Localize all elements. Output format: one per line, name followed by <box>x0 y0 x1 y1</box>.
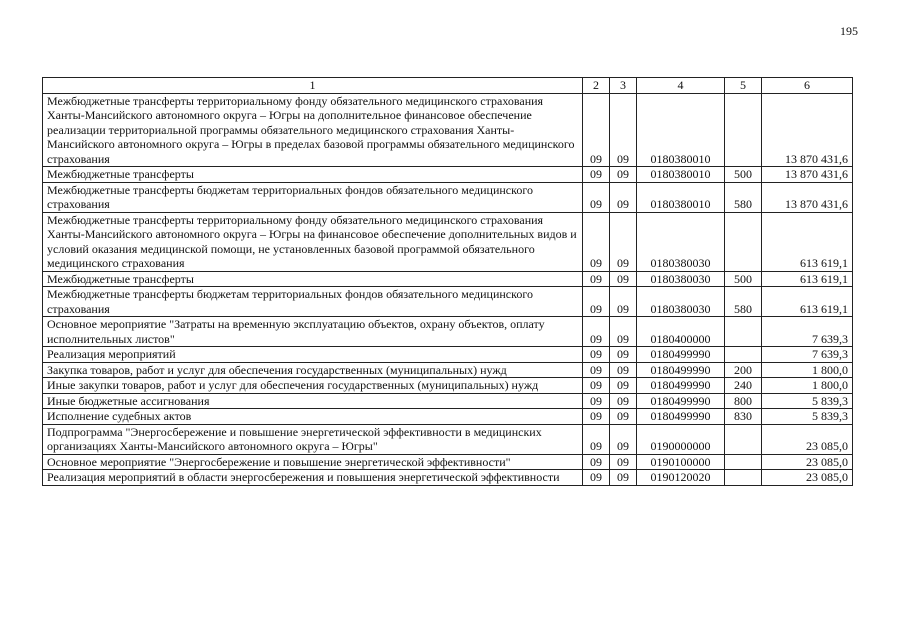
amount-cell: 613 619,1 <box>762 287 853 317</box>
row-name-cell: Исполнение судебных актов <box>43 409 583 425</box>
subsection-code-cell: 09 <box>610 93 637 167</box>
expense-type-cell <box>725 424 762 454</box>
row-name-cell: Межбюджетные трансферты <box>43 167 583 183</box>
amount-cell: 613 619,1 <box>762 271 853 287</box>
target-article-cell: 0180380030 <box>637 212 725 271</box>
table-row <box>43 212 853 271</box>
expense-type-cell <box>725 347 762 363</box>
row-name-cell: Основное мероприятие "Энергосбережение и повышение энергетической эффективности" <box>43 454 583 470</box>
table-header-row <box>43 78 853 94</box>
amount-cell: 1 800,0 <box>762 362 853 378</box>
subsection-code-cell: 09 <box>610 317 637 347</box>
row-name-cell: Иные бюджетные ассигнования <box>43 393 583 409</box>
target-article-cell: 0190000000 <box>637 424 725 454</box>
amount-cell: 5 839,3 <box>762 409 853 425</box>
section-code-cell: 09 <box>583 167 610 183</box>
expense-type-cell <box>725 454 762 470</box>
section-code-cell: 09 <box>583 287 610 317</box>
expense-type-cell <box>725 317 762 347</box>
expense-type-cell: 500 <box>725 167 762 183</box>
table-row <box>43 167 853 183</box>
section-code-cell: 09 <box>583 93 610 167</box>
table-row <box>43 182 853 212</box>
row-name-cell: Межбюджетные трансферты бюджетам территориальных фондов обязательного медицинского страхования <box>43 287 583 317</box>
target-article-cell: 0180380030 <box>637 271 725 287</box>
section-code-cell: 09 <box>583 424 610 454</box>
table-row <box>43 470 853 486</box>
section-code-cell: 09 <box>583 317 610 347</box>
subsection-code-cell: 09 <box>610 287 637 317</box>
expense-type-cell <box>725 93 762 167</box>
expense-type-cell: 240 <box>725 378 762 394</box>
subsection-code-cell: 09 <box>610 424 637 454</box>
column-header: 3 <box>610 78 637 94</box>
row-name-cell: Межбюджетные трансферты бюджетам территориальных фондов обязательного медицинского страхования <box>43 182 583 212</box>
section-code-cell: 09 <box>583 409 610 425</box>
expense-type-cell: 800 <box>725 393 762 409</box>
table-row <box>43 347 853 363</box>
section-code-cell: 09 <box>583 347 610 363</box>
target-article-cell: 0180499990 <box>637 409 725 425</box>
amount-cell: 613 619,1 <box>762 212 853 271</box>
table-row <box>43 93 853 167</box>
table-row <box>43 362 853 378</box>
table-row <box>43 454 853 470</box>
table-row <box>43 424 853 454</box>
target-article-cell: 0180380010 <box>637 167 725 183</box>
amount-cell: 13 870 431,6 <box>762 93 853 167</box>
amount-cell: 23 085,0 <box>762 424 853 454</box>
table-row <box>43 409 853 425</box>
target-article-cell: 0180380030 <box>637 287 725 317</box>
amount-cell: 1 800,0 <box>762 378 853 394</box>
section-code-cell: 09 <box>583 393 610 409</box>
section-code-cell: 09 <box>583 362 610 378</box>
section-code-cell: 09 <box>583 378 610 394</box>
section-code-cell: 09 <box>583 271 610 287</box>
column-header: 2 <box>583 78 610 94</box>
amount-cell: 13 870 431,6 <box>762 167 853 183</box>
row-name-cell: Межбюджетные трансферты территориальному фонду обязательного медицинского страхования Ханты-Мансийского автономного округа – Югры на финансовое обеспечение дополнительных видов и условий оказания медицинской помощи, не установленных базовой программой обязательного медицинского страхования <box>43 212 583 271</box>
subsection-code-cell: 09 <box>610 409 637 425</box>
row-name-cell: Межбюджетные трансферты <box>43 271 583 287</box>
amount-cell: 5 839,3 <box>762 393 853 409</box>
target-article-cell: 0190100000 <box>637 454 725 470</box>
subsection-code-cell: 09 <box>610 212 637 271</box>
expense-type-cell: 830 <box>725 409 762 425</box>
row-name-cell: Межбюджетные трансферты территориальному фонду обязательного медицинского страхования Ханты-Мансийского автономного округа – Югры на дополнительное финансовое обеспечение реализации территориальной программы обязательного медицинского страхования Ханты-Мансийского автономного округа – Югры в пределах базовой программы обязательного медицинского страхования <box>43 93 583 167</box>
section-code-cell: 09 <box>583 454 610 470</box>
table-row <box>43 317 853 347</box>
subsection-code-cell: 09 <box>610 393 637 409</box>
subsection-code-cell: 09 <box>610 378 637 394</box>
target-article-cell: 0180499990 <box>637 347 725 363</box>
expense-type-cell: 200 <box>725 362 762 378</box>
expense-type-cell: 500 <box>725 271 762 287</box>
table-row <box>43 271 853 287</box>
amount-cell: 7 639,3 <box>762 317 853 347</box>
row-name-cell: Иные закупки товаров, работ и услуг для обеспечения государственных (муниципальных) нужд <box>43 378 583 394</box>
column-header: 4 <box>637 78 725 94</box>
subsection-code-cell: 09 <box>610 271 637 287</box>
row-name-cell: Реализация мероприятий в области энергосбережения и повышения энергетической эффективности <box>43 470 583 486</box>
amount-cell: 7 639,3 <box>762 347 853 363</box>
row-name-cell: Основное мероприятие "Затраты на временную эксплуатацию объектов, охрану объектов, оплату исполнительных листов" <box>43 317 583 347</box>
expense-type-cell: 580 <box>725 287 762 317</box>
target-article-cell: 0180400000 <box>637 317 725 347</box>
target-article-cell: 0180499990 <box>637 362 725 378</box>
target-article-cell: 0180380010 <box>637 182 725 212</box>
section-code-cell: 09 <box>583 182 610 212</box>
column-header: 5 <box>725 78 762 94</box>
column-header: 1 <box>43 78 583 94</box>
target-article-cell: 0180380010 <box>637 93 725 167</box>
page-number: 195 <box>840 24 858 38</box>
subsection-code-cell: 09 <box>610 454 637 470</box>
expense-type-cell <box>725 212 762 271</box>
row-name-cell: Реализация мероприятий <box>43 347 583 363</box>
amount-cell: 13 870 431,6 <box>762 182 853 212</box>
table-row <box>43 378 853 394</box>
subsection-code-cell: 09 <box>610 167 637 183</box>
section-code-cell: 09 <box>583 212 610 271</box>
row-name-cell: Закупка товаров, работ и услуг для обеспечения государственных (муниципальных) нужд <box>43 362 583 378</box>
target-article-cell: 0180499990 <box>637 378 725 394</box>
table-row <box>43 393 853 409</box>
expense-type-cell: 580 <box>725 182 762 212</box>
section-code-cell: 09 <box>583 470 610 486</box>
subsection-code-cell: 09 <box>610 182 637 212</box>
row-name-cell: Подпрограмма "Энергосбережение и повышение энергетической эффективности в медицинских организациях Ханты-Мансийского автономного округа – Югры" <box>43 424 583 454</box>
target-article-cell: 0190120020 <box>637 470 725 486</box>
subsection-code-cell: 09 <box>610 470 637 486</box>
expense-type-cell <box>725 470 762 486</box>
amount-cell: 23 085,0 <box>762 470 853 486</box>
amount-cell: 23 085,0 <box>762 454 853 470</box>
budget-table <box>42 77 853 486</box>
subsection-code-cell: 09 <box>610 362 637 378</box>
subsection-code-cell: 09 <box>610 347 637 363</box>
table-row <box>43 287 853 317</box>
target-article-cell: 0180499990 <box>637 393 725 409</box>
column-header: 6 <box>762 78 853 94</box>
